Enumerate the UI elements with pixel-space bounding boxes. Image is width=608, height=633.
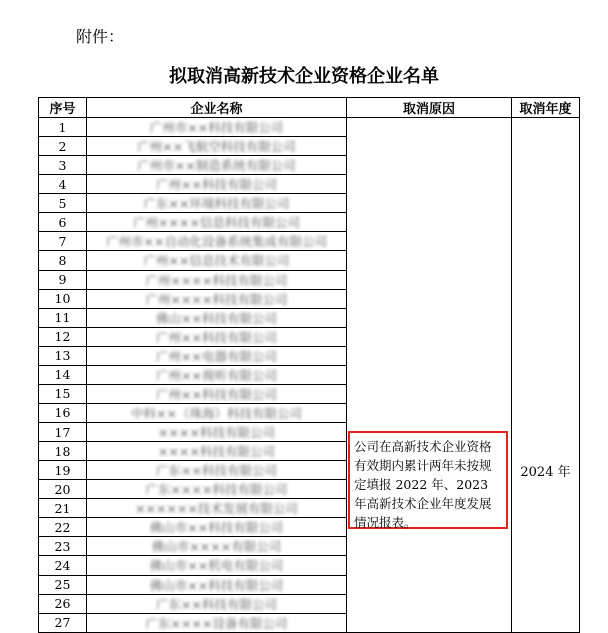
company-name-cell [87, 442, 347, 461]
row-number: 3 [39, 156, 87, 175]
company-name-redacted: 广州××××信息科技有限公司 [133, 215, 300, 231]
company-name-cell [87, 308, 347, 327]
row-number: 19 [39, 461, 87, 480]
row-number: 26 [39, 594, 87, 613]
company-name-cell [87, 594, 347, 613]
row-number: 25 [39, 575, 87, 594]
company-name-redacted: 广东××科技有限公司 [156, 463, 277, 479]
company-name-redacted: 广州××科技有限公司 [156, 177, 277, 193]
company-name-redacted: 中科××（珠海）科技有限公司 [131, 405, 302, 421]
row-number: 15 [39, 384, 87, 403]
company-name-cell [87, 537, 347, 556]
company-name-cell [87, 423, 347, 442]
company-name-redacted: 佛山××科技有限公司 [156, 310, 277, 326]
company-name-cell [87, 175, 347, 194]
company-name-cell [87, 556, 347, 575]
row-number: 21 [39, 499, 87, 518]
company-name-redacted: 广东××××设备有限公司 [145, 615, 288, 631]
company-name-cell [87, 518, 347, 537]
row-number: 6 [39, 213, 87, 232]
cancel-year-cell [512, 118, 580, 633]
column-header-year: 取消年度 [512, 98, 580, 118]
company-name-cell [87, 365, 347, 384]
row-number: 1 [39, 118, 87, 137]
company-name-cell [87, 137, 347, 156]
column-header-no: 序号 [39, 98, 87, 118]
company-name-cell [87, 384, 347, 403]
row-number: 24 [39, 556, 87, 575]
company-name-redacted: 广州××科技有限公司 [156, 386, 277, 402]
company-name-cell [87, 118, 347, 137]
company-name-redacted: 佛山市××××有限公司 [151, 539, 282, 555]
row-number: 27 [39, 613, 87, 632]
company-name-cell [87, 251, 347, 270]
row-number: 8 [39, 251, 87, 270]
company-name-cell [87, 346, 347, 365]
row-number: 17 [39, 423, 87, 442]
company-name-redacted: 广东××科技有限公司 [156, 596, 277, 612]
row-number: 10 [39, 289, 87, 308]
row-number: 11 [39, 308, 87, 327]
company-name-redacted: 广州××科技有限公司 [156, 329, 277, 345]
row-number: 12 [39, 327, 87, 346]
company-name-cell [87, 613, 347, 632]
company-name-cell [87, 289, 347, 308]
column-header-reason: 取消原因 [347, 98, 512, 118]
company-name-cell [87, 499, 347, 518]
row-number: 23 [39, 537, 87, 556]
company-name-cell [87, 213, 347, 232]
company-name-redacted: 广州市××制造系统有限公司 [137, 158, 296, 174]
company-name-cell [87, 575, 347, 594]
company-name-redacted: ××××科技有限公司 [158, 425, 275, 441]
company-name-redacted: 广州市××科技有限公司 [149, 120, 284, 136]
company-name-cell [87, 327, 347, 346]
cancel-reason-cell [347, 118, 512, 633]
row-number: 5 [39, 194, 87, 213]
company-name-redacted: ××××科技有限公司 [158, 444, 275, 460]
row-number: 7 [39, 232, 87, 251]
document-title: 拟取消高新技术企业资格企业名单 [169, 66, 439, 87]
company-name-redacted: 广州市××自动化设备系统集成有限公司 [106, 234, 327, 250]
company-name-cell [87, 156, 347, 175]
company-name-redacted: 广州××××科技有限公司 [145, 272, 288, 288]
table-header-row [39, 98, 580, 118]
company-name-cell [87, 194, 347, 213]
row-number: 14 [39, 365, 87, 384]
row-number: 18 [39, 442, 87, 461]
company-name-redacted: 广州××信息技术有限公司 [143, 253, 290, 269]
table-row [39, 118, 580, 137]
company-name-cell [87, 232, 347, 251]
company-name-redacted: 广州××飞航空科技有限公司 [137, 139, 296, 155]
company-table [38, 97, 580, 633]
row-number: 13 [39, 346, 87, 365]
company-name-redacted: 广州××电器有限公司 [156, 348, 277, 364]
company-name-redacted: 佛山市××科技有限公司 [149, 577, 284, 593]
column-header-name: 企业名称 [87, 98, 347, 118]
company-name-redacted: 广州××视听有限公司 [156, 367, 277, 383]
company-name-redacted: 佛山市××科技有限公司 [149, 520, 284, 536]
company-name-redacted: ××××××技术发展有限公司 [135, 501, 298, 517]
company-name-cell [87, 480, 347, 499]
company-name-redacted: 佛山市××机电有限公司 [149, 558, 284, 574]
company-name-redacted: 广州××××科技有限公司 [145, 291, 288, 307]
company-name-redacted: 广东××环境科技有限公司 [143, 196, 290, 212]
attachment-label: 附件： [76, 27, 125, 46]
company-name-cell [87, 403, 347, 422]
cancel-year-text: 2024 年 [520, 465, 571, 480]
row-number: 20 [39, 480, 87, 499]
company-name-cell [87, 461, 347, 480]
row-number: 4 [39, 175, 87, 194]
company-name-redacted: 广东××××科技有限公司 [145, 482, 288, 498]
row-number: 9 [39, 270, 87, 289]
row-number: 2 [39, 137, 87, 156]
company-name-cell [87, 270, 347, 289]
cancel-reason-text: 公司在高新技术企业资格有效期内累计两年未按规定填报 2022 年、2023 年高新技术企业年度发展情况报表。 [348, 431, 508, 529]
row-number: 16 [39, 403, 87, 422]
row-number: 22 [39, 518, 87, 537]
